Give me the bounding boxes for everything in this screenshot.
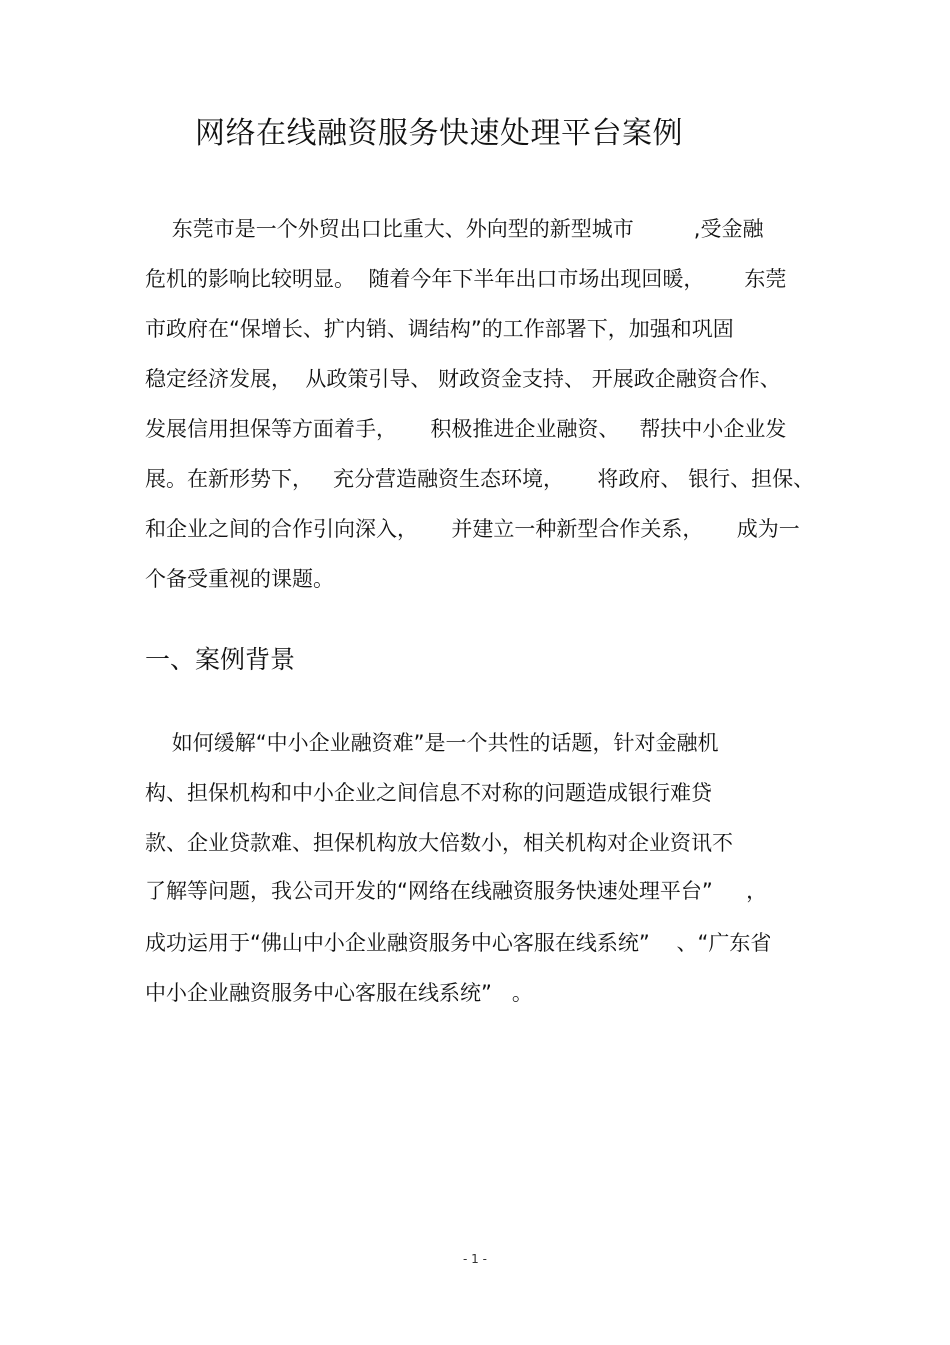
paragraph-line: 危机的影响比较明显。 随着今年下半年出口市场出现回暖， 东莞 xyxy=(145,267,787,291)
paragraph-line: 中小企业融资服务中心客服在线系统” 。 xyxy=(145,981,533,1005)
paragraph-line: 构、担保机构和中小企业之间信息不对称的问题造成银行难贷 xyxy=(145,781,712,805)
document-title: 网络在线融资服务快速处理平台案例 xyxy=(195,116,683,151)
paragraph-line: 了解等问题，我公司开发的“网络在线融资服务快速处理平台” ， xyxy=(145,879,768,903)
paragraph-line: 展。在新形势下， 充分营造融资生态环境， 将政府、 银行、担保、 xyxy=(145,467,815,491)
paragraph-line: 个备受重视的课题。 xyxy=(145,567,334,591)
paragraph-line: 东莞市是一个外贸出口比重大、外向型的新型城市 ,受金融 xyxy=(145,217,764,241)
paragraph-line: 如何缓解“中小企业融资难”是一个共性的话题，针对金融机 xyxy=(145,731,719,755)
paragraph-line: 发展信用担保等方面着手， 积极推进企业融资、 帮扶中小企业发 xyxy=(145,417,787,441)
paragraph-line: 稳定经济发展， 从政策引导、 财政资金支持、 开展政企融资合作、 xyxy=(145,367,781,391)
section-heading: 一、案例背景 xyxy=(145,645,296,674)
page-number: - 1 - xyxy=(463,1252,487,1266)
paragraph-line: 市政府在“保增长、扩内销、调结构”的工作部署下，加强和巩固 xyxy=(145,317,734,341)
paragraph-line: 和企业之间的合作引向深入， 并建立一种新型合作关系， 成为一 xyxy=(145,517,800,541)
paragraph-line: 成功运用于“佛山中小企业融资服务中心客服在线系统” 、“广东省 xyxy=(145,931,772,955)
paragraph-line: 款、企业贷款难、担保机构放大倍数小，相关机构对企业资讯不 xyxy=(145,831,733,855)
